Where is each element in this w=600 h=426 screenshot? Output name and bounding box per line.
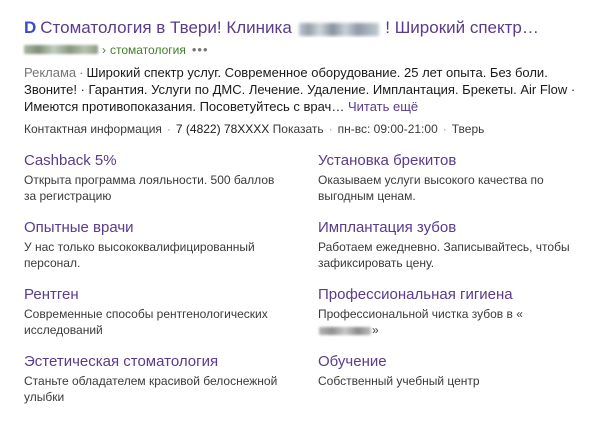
redacted-domain — [24, 45, 98, 54]
sitelink-title[interactable]: Профессиональная гигиена — [318, 286, 513, 303]
ad-label: Реклама — [24, 65, 77, 80]
sitelink-item[interactable] — [318, 285, 576, 338]
read-more-link[interactable]: Читать ещё — [347, 99, 419, 114]
sitelink-item[interactable] — [24, 218, 300, 271]
sitelink-item[interactable] — [24, 151, 300, 204]
url-breadcrumb-label: стоматология — [110, 42, 186, 57]
result-title-row[interactable] — [24, 18, 576, 38]
result-title-after: ! Широкий спектр… — [385, 18, 539, 37]
sitelink-description-before: Профессиональной чистка зубов в — [318, 307, 513, 321]
sitelink-description: Станьте обладателем красивой белоснежной улыбки — [24, 374, 278, 404]
sitelink-title[interactable]: Обучение — [318, 353, 387, 370]
sitelink-item[interactable] — [318, 352, 576, 405]
city-label: Тверь — [451, 122, 485, 136]
show-phone-button[interactable]: Показать — [272, 122, 324, 136]
sitelink-title[interactable]: Рентген — [24, 286, 79, 303]
sitelink-item[interactable] — [318, 151, 576, 204]
sitelink-description: Современные способы рентгенологических исследований — [24, 307, 268, 337]
contact-info-label: Контактная информация — [24, 122, 162, 136]
result-description — [24, 64, 576, 115]
contact-info-row — [24, 121, 576, 137]
sitelink-description: Собственный учебный центр — [318, 374, 480, 388]
redacted-brand-name — [299, 23, 379, 36]
result-title-link[interactable] — [40, 18, 539, 38]
result-title-before: Стоматология в Твери! Клиника — [40, 18, 292, 37]
sitelink-description: Работаем ежедневно. Записывайтесь, чтобы зафиксировать цену. — [318, 240, 570, 270]
sitelink-item[interactable] — [24, 285, 300, 338]
redacted-clinic-name — [319, 327, 371, 335]
sitelink-title[interactable]: Cashback 5% — [24, 152, 117, 169]
sitelink-title[interactable]: Опытные врачи — [24, 219, 134, 236]
result-url-row[interactable] — [24, 42, 576, 57]
sitelink-item[interactable] — [24, 352, 300, 405]
sitelink-description: Открыта программа лояльности. 500 баллов за регистрацию — [24, 173, 275, 203]
quote-open: « — [516, 307, 523, 321]
sitelink-title[interactable]: Имплантация зубов — [318, 219, 457, 236]
sitelink-title[interactable]: Установка брекитов — [318, 152, 457, 169]
contact-separator-3: · — [442, 122, 447, 136]
sitelink-description: Оказываем услуги высокого качества по выгодным ценам. — [318, 173, 544, 203]
sitelink-description — [318, 306, 576, 338]
description-separator: · — [79, 65, 84, 80]
quote-close: » — [372, 323, 379, 337]
result-menu-icon[interactable]: ••• — [191, 42, 209, 57]
sitelink-description: У нас только высококвалифицированный персонал. — [24, 240, 255, 270]
sitelinks-grid — [24, 151, 576, 405]
dzen-favicon-icon: D — [24, 18, 36, 37]
description-text: Широкий спектр услуг. Современное оборудование. 25 лет опыта. Без боли. Звоните! · Гарантия. Услуги по ДМС. Лечение. Удаление. Имплантация. Брекеты. Air Flow · Имеются противопоказания. Посоветуйтесь с врач… — [24, 65, 576, 114]
sitelink-title[interactable]: Эстетическая стоматология — [24, 353, 219, 370]
contact-separator-2: · — [328, 122, 333, 136]
contact-separator-1: · — [166, 122, 171, 136]
phone-number: 7 (4822) 78XXXX — [175, 122, 270, 136]
url-separator: › — [102, 42, 106, 57]
sitelink-item[interactable] — [318, 218, 576, 271]
opening-hours: пн-вс: 09:00-21:00 — [337, 122, 438, 136]
